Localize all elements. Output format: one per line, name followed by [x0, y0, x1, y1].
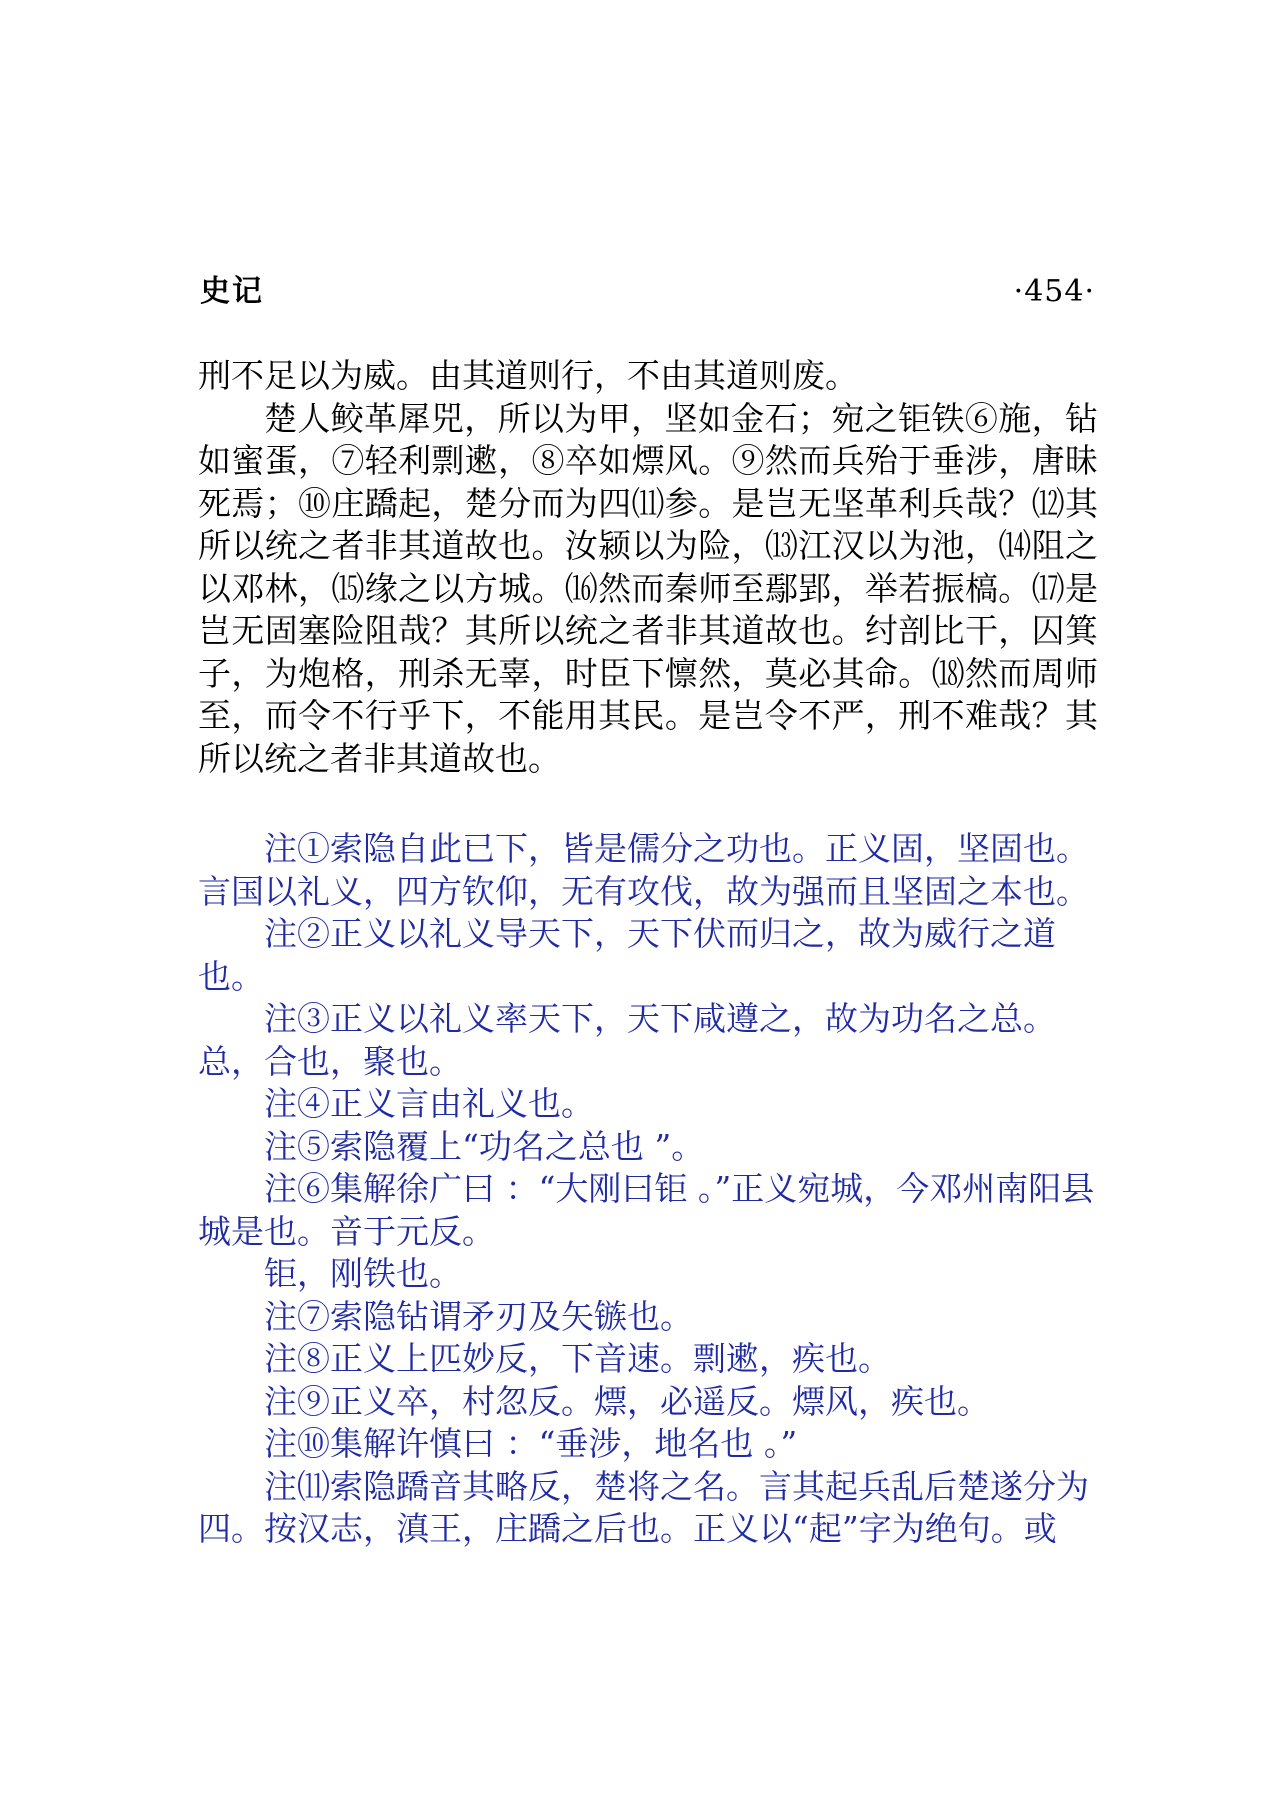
note-item: 注⑩集解许慎曰 ：“垂涉，地名也 。”	[264, 1424, 798, 1463]
note-item: 注⑾索隐蹻音其略反，楚将之名。言其起兵乱后楚遂分为四。按汉志，滇王，庄蹻之后也。正义以“起”字为绝句。或	[198, 1466, 1089, 1548]
main-paragraph: 楚人鲛革犀兕，所以为甲，坚如金石；宛之钜铁⑥施，钻如蜜蛋，⑦轻利剽遬，⑧卒如熛风。⑨然而兵殆于垂涉，唐昧死焉；⑩庄蹻起，楚分而为四⑾参。是岂无坚革利兵哉？⑿其所以统之者非其道故也。汝颍以为险，⒀江汉以为池，⒁阻之以邓林，⒂缘之以方城。⒃然而秦师至鄢郢，举若振槁。⒄是岂无固塞险阻哉？其所以统之者非其道故也。纣剖比干，囚箕子，为炮格，刑杀无辜，时臣下懔然，莫必其命。⒅然而周师至，而令不行乎下，不能用其民。是岂令不严，刑不难哉？其所以统之者非其道故也。	[198, 398, 1098, 778]
main-text	[198, 355, 1098, 780]
note-item: 注⑧正义上匹妙反，下音速。剽遬，疾也。	[264, 1339, 891, 1378]
note-item: 注③正义以礼义率天下，天下咸遵之，故为功名之总。总，合也，聚也。	[198, 999, 1056, 1081]
notes-section	[198, 828, 1108, 1551]
note-item: 注⑤索隐覆上“功名之总也 ”。	[264, 1126, 705, 1166]
page-header	[200, 270, 1095, 314]
note-item: 注⑨正义卒，村忽反。熛，必遥反。熛风，疾也。	[264, 1381, 990, 1421]
note-item: 注⑦索隐钻谓矛刃及矢镞也。	[264, 1296, 693, 1336]
note-item: 注①索隐自此已下，皆是儒分之功也。正义固，坚固也。言国以礼义，四方钦仰，无有攻伐，故为强而且坚固之本也。	[198, 829, 1089, 911]
note-item: 注⑥集解徐广曰 ：“大刚曰钜 。”正义宛城，今邓州南阳县城是也。音于元反。	[198, 1169, 1095, 1251]
book-title: 史记	[200, 274, 264, 309]
note-item: 注④正义言由礼义也。	[264, 1084, 594, 1123]
note-item: 注②正义以礼义导天下，天下伏而归之，故为威行之道也。	[198, 914, 1056, 996]
note-item: 钜，刚铁也。	[264, 1254, 462, 1293]
main-paragraph: 刑不足以为威。由其道则行，不由其道则废。	[198, 356, 858, 395]
page-number: ·454·	[1013, 274, 1095, 309]
